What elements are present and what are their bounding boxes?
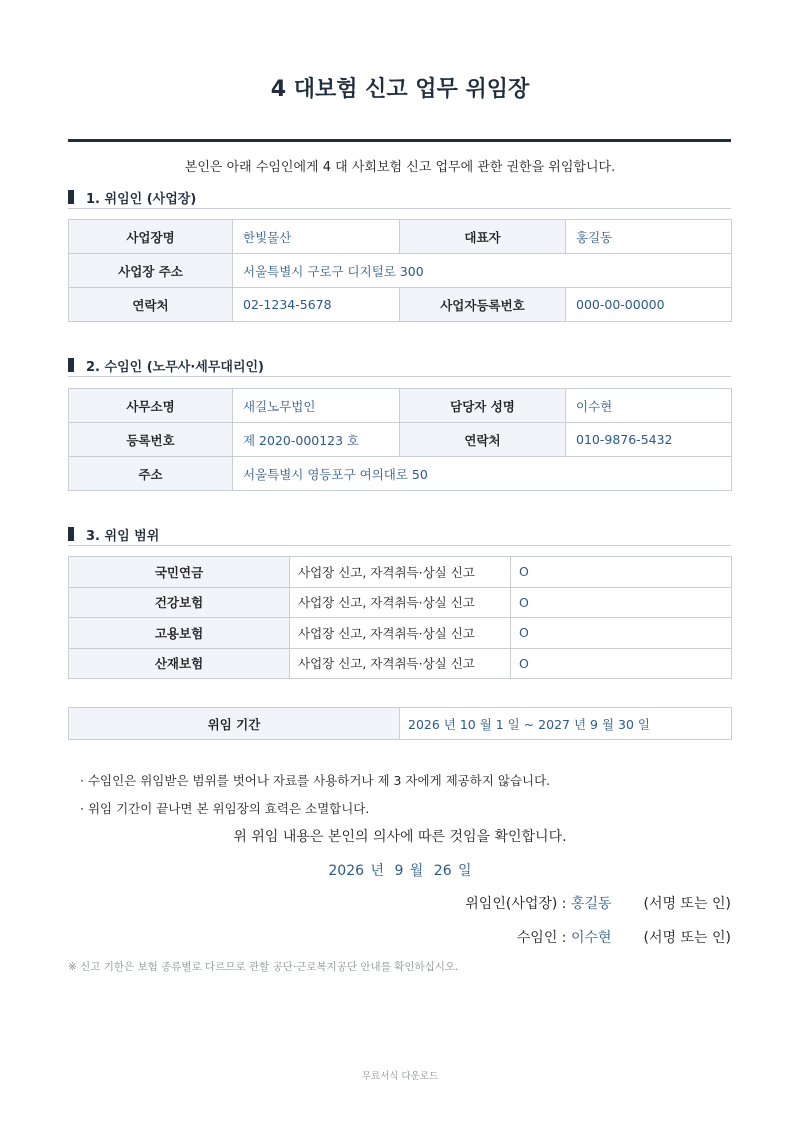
insurance-name: 건강보험 — [69, 587, 290, 618]
agent-signature-row — [517, 927, 731, 947]
scope-description: 사업장 신고, 자격취득·상실 신고 — [290, 557, 511, 588]
representative-label: 대표자 — [400, 220, 566, 254]
contact-person-label: 담당자 성명 — [400, 389, 566, 423]
table-row — [69, 254, 732, 288]
footnote: ※ 신고 기한은 보험 종류별로 다르므로 관할 공단·근로복지공단 안내를 확인하십시오. — [68, 961, 459, 973]
business-name-value[interactable]: 한빛물산 — [233, 220, 400, 254]
confirmation-statement: 위 위임 내용은 본인의 의사에 따른 것임을 확인합니다. — [233, 829, 567, 845]
agent-table — [68, 388, 732, 491]
business-name-label: 사업장명 — [69, 220, 233, 254]
office-name-label: 사무소명 — [69, 389, 233, 423]
grantor-table — [68, 219, 732, 322]
section-heading-scope — [68, 524, 731, 546]
footer-text: 무료서식 다운로드 — [361, 1071, 439, 1082]
section-heading-agent — [68, 355, 731, 377]
representative-value[interactable]: 홍길동 — [566, 220, 732, 254]
business-reg-number-value[interactable]: 000-00-00000 — [566, 288, 732, 322]
agent-address-label: 주소 — [69, 457, 233, 491]
table-row — [69, 389, 732, 423]
business-address-label: 사업장 주소 — [69, 254, 233, 288]
agent-signature-label: 수임인 : — [516, 930, 571, 946]
scope-check[interactable]: O — [511, 618, 732, 649]
insurance-name: 산재보험 — [69, 648, 290, 679]
scope-check[interactable]: O — [511, 648, 732, 679]
agent-signature-stamp[interactable]: (서명 또는 인) — [643, 930, 731, 946]
scope-check[interactable]: O — [511, 557, 732, 588]
registration-number-label: 등록번호 — [69, 423, 233, 457]
period-table — [68, 707, 732, 740]
contact-person-value[interactable]: 이수현 — [566, 389, 732, 423]
grantor-signature-stamp[interactable]: (서명 또는 인) — [643, 896, 731, 912]
section-heading-text: 3. 위임 범위 — [86, 529, 160, 544]
grantor-signature-label: 위임인(사업장) : — [465, 896, 571, 912]
agent-phone-value[interactable]: 010-9876-5432 — [566, 423, 732, 457]
business-phone-value[interactable]: 02-1234-5678 — [233, 288, 400, 322]
scope-description: 사업장 신고, 자격취득·상실 신고 — [290, 618, 511, 649]
insurance-name: 국민연금 — [69, 557, 290, 588]
section-heading-text: 1. 위임인 (사업장) — [86, 192, 197, 207]
business-phone-label: 연락처 — [69, 288, 233, 322]
grantor-signature-name[interactable]: 홍길동 — [570, 896, 612, 912]
table-row — [69, 618, 732, 649]
table-row — [69, 423, 732, 457]
period-value[interactable]: 2026 년 10 월 1 일 ~ 2027 년 9 월 30 일 — [400, 708, 732, 740]
table-row — [69, 557, 732, 588]
grantor-signature-row — [465, 893, 731, 913]
table-row — [69, 457, 732, 491]
agent-phone-label: 연락처 — [400, 423, 566, 457]
period-label: 위임 기간 — [69, 708, 400, 740]
office-name-value[interactable]: 새길노무법인 — [233, 389, 400, 423]
date-day[interactable]: 26 일 — [433, 863, 472, 879]
table-row — [69, 708, 732, 740]
table-row — [69, 220, 732, 254]
title-divider — [68, 139, 731, 142]
scope-table — [68, 556, 732, 679]
table-row — [69, 587, 732, 618]
agent-address-value[interactable]: 서울특별시 영등포구 여의대로 50 — [233, 457, 732, 491]
section-marker — [68, 190, 74, 204]
table-row — [69, 288, 732, 322]
scope-description: 사업장 신고, 자격취득·상실 신고 — [290, 648, 511, 679]
signing-date — [0, 860, 800, 880]
section-heading-text: 2. 수임인 (노무사·세무대리인) — [86, 360, 264, 375]
scope-description: 사업장 신고, 자격취득·상실 신고 — [290, 587, 511, 618]
section-marker — [68, 527, 74, 541]
business-reg-number-label: 사업자등록번호 — [400, 288, 566, 322]
insurance-name: 고용보험 — [69, 618, 290, 649]
business-address-value[interactable]: 서울특별시 구로구 디지털로 300 — [233, 254, 732, 288]
date-month[interactable]: 9 월 — [394, 863, 424, 879]
section-heading-grantor — [68, 187, 731, 209]
intro-text: 본인은 아래 수임인에게 4 대 사회보험 신고 업무에 관한 권한을 위임합니다. — [184, 160, 616, 175]
agent-signature-name[interactable]: 이수현 — [570, 930, 612, 946]
table-row — [69, 648, 732, 679]
scope-check[interactable]: O — [511, 587, 732, 618]
note-item: · 위임 기간이 끝나면 본 위임장의 효력은 소멸합니다. — [80, 801, 370, 816]
note-item: · 수임인은 위임받은 범위를 벗어나 자료를 사용하거나 제 3 자에게 제공하지 않습니다. — [80, 773, 551, 788]
registration-number-value[interactable]: 제 2020-000123 호 — [233, 423, 400, 457]
section-marker — [68, 358, 74, 372]
date-year[interactable]: 2026 년 — [328, 863, 384, 879]
document-title: 4 대보험 신고 업무 위임장 — [270, 77, 530, 102]
